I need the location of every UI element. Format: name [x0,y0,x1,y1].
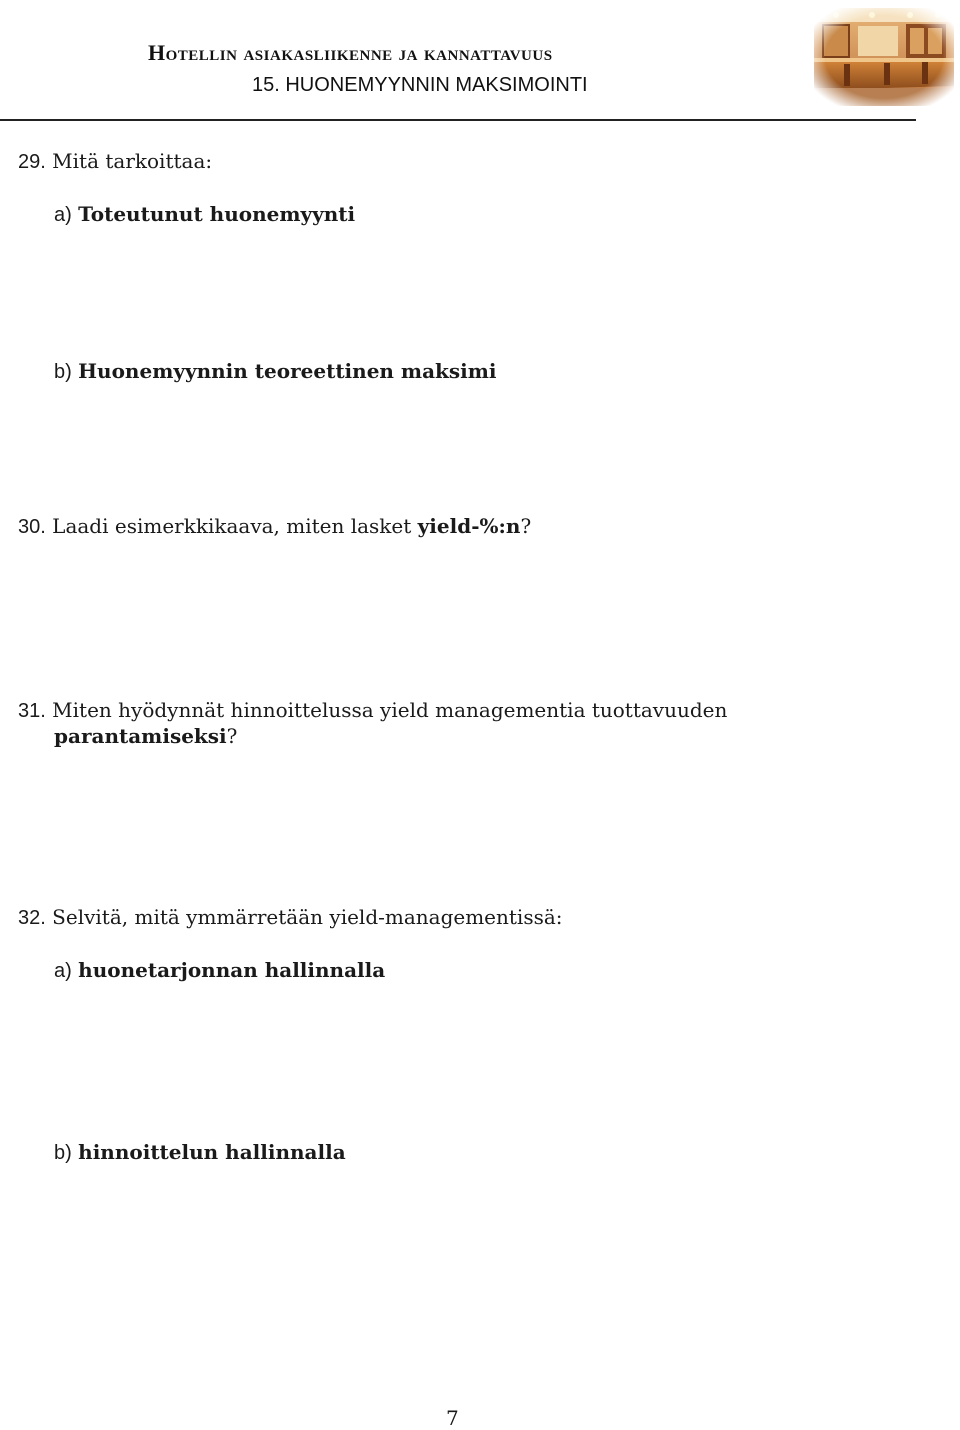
question-text: Miten hyödynnät hinnoittelussa yield managementia tuottavuuden [52,698,728,722]
item-text: huonetarjonnan hallinnalla [78,958,386,982]
question-31-continued [54,724,237,748]
item-text: hinnoittelun hallinnalla [78,1140,346,1164]
question-punctuation: ? [226,724,238,748]
question-text: Laadi esimerkkikaava, miten lasket [52,514,412,538]
question-32-b [54,1140,346,1165]
item-label: a) [54,960,72,982]
chapter-subtitle: 15. HUONEMYYNNIN MAKSIMOINTI [252,74,588,96]
question-punctuation: ? [520,514,532,538]
question-number: 29. [18,151,46,173]
page-number: 7 [446,1406,459,1430]
question-29-a [54,202,355,227]
hotel-reception-photo [814,8,954,106]
item-text: Huonemyynnin teoreettinen maksimi [78,359,497,383]
item-label: b) [54,1142,72,1164]
question-number: 31. [18,700,46,722]
item-label: a) [54,204,72,226]
question-29-b [54,359,497,384]
item-text: Toteutunut huonemyynti [78,202,356,226]
question-text: Mitä tarkoittaa: [52,149,213,173]
question-text: Selvitä, mitä ymmärretään yield-managementissä: [52,905,563,929]
question-30 [18,514,531,539]
item-label: b) [54,361,72,383]
question-bold-term: parantamiseksi [54,724,227,748]
question-number: 32. [18,907,46,929]
question-31 [18,698,727,723]
question-bold-term: yield-%:n [417,514,521,538]
question-32 [18,905,563,930]
question-32-a [54,958,385,983]
header-divider [0,119,916,121]
question-29 [18,149,212,174]
document-header-title: Hotellin asiakasliikenne ja kannattavuus [148,40,553,65]
question-number: 30. [18,516,46,538]
